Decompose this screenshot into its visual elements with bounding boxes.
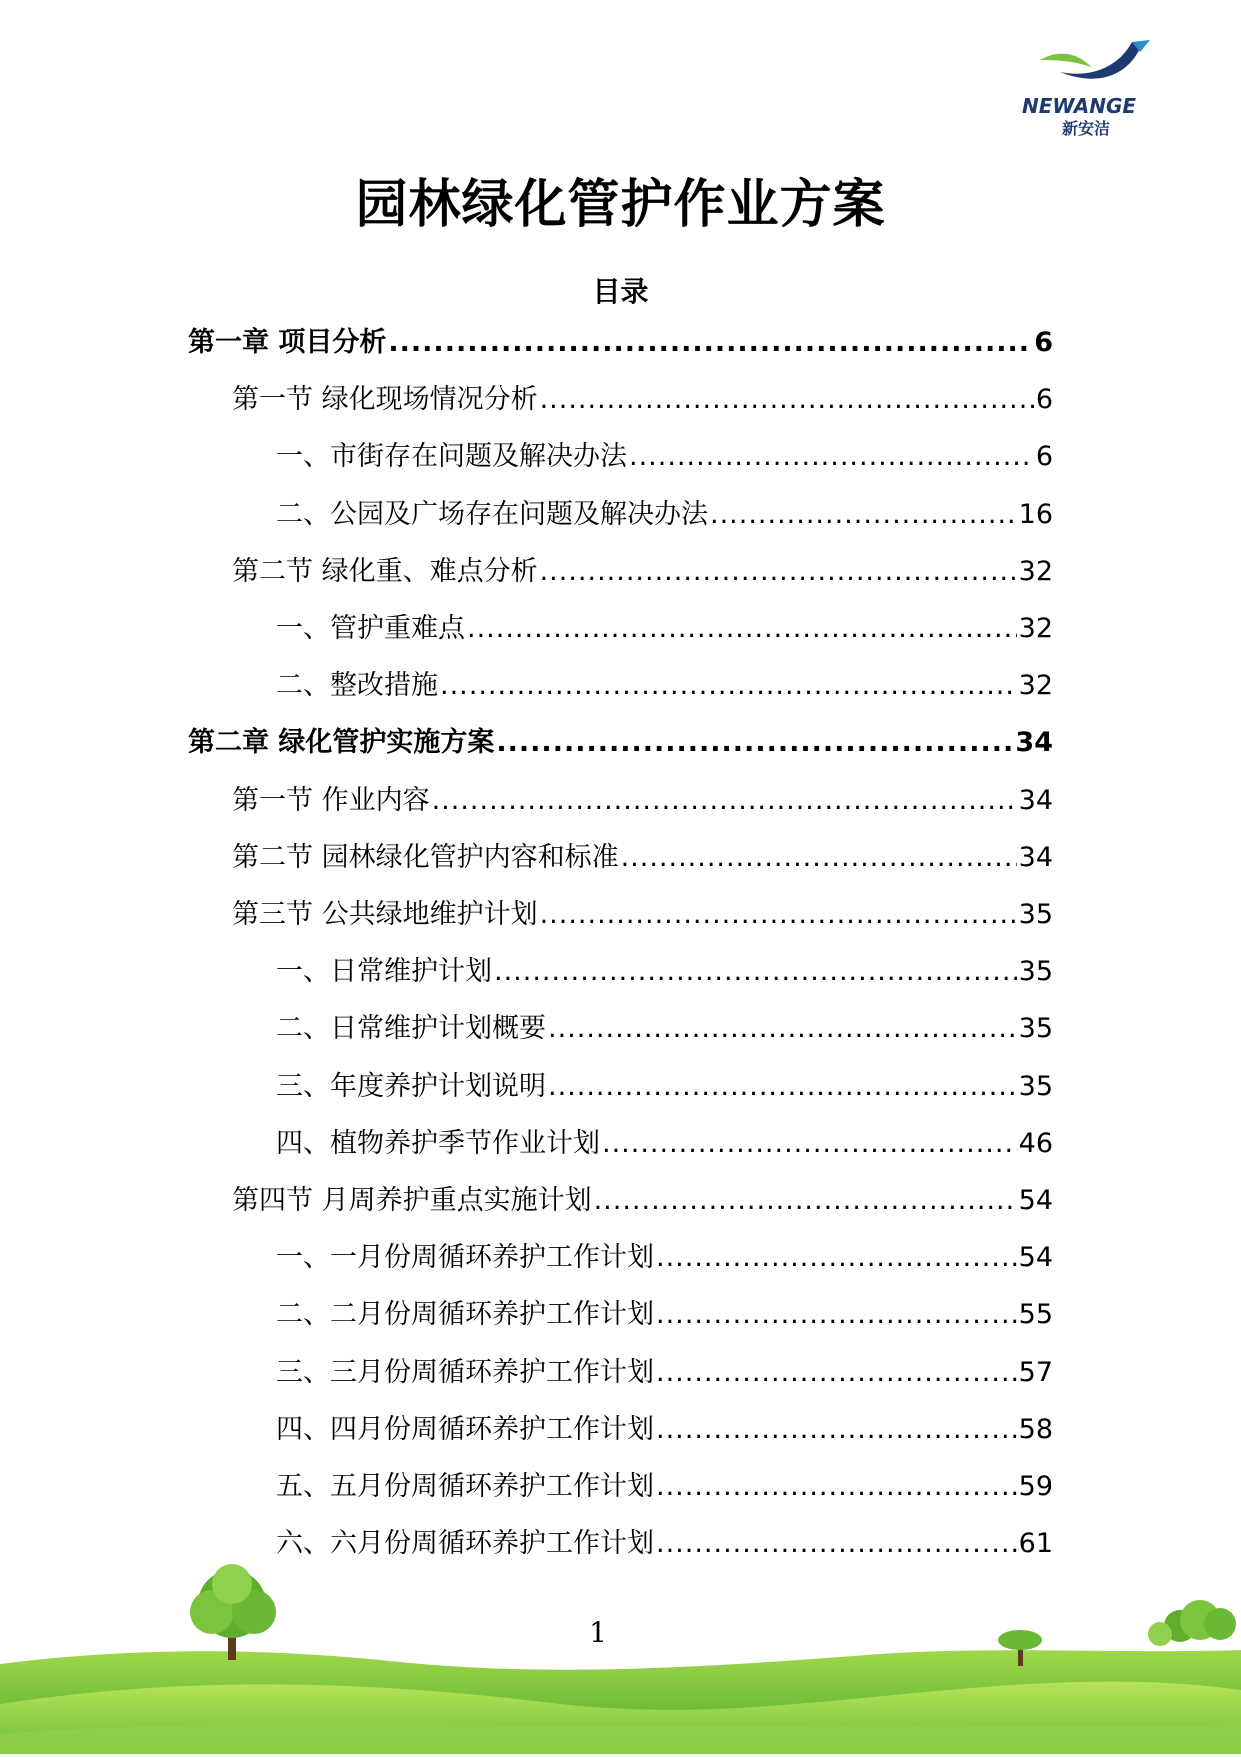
toc-entry-label: 五、五月份周循环养护工作计划 xyxy=(276,1471,654,1502)
toc-leader-dots xyxy=(540,556,1017,587)
toc-entry-page: 61 xyxy=(1018,1528,1053,1560)
toc-entry[interactable] xyxy=(276,1407,1053,1447)
toc-entry-page: 32 xyxy=(1018,670,1053,702)
toc-entry[interactable] xyxy=(188,720,1053,760)
toc-entry-label: 第一节 绿化现场情况分析 xyxy=(232,384,538,416)
toc-entry-label: 二、公园及广场存在问题及解决办法 xyxy=(276,498,708,530)
toc-entry-page: 16 xyxy=(1018,498,1053,530)
toc-entry-label: 第四节 月周养护重点实施计划 xyxy=(232,1185,592,1216)
toc-entry-page: 55 xyxy=(1018,1299,1053,1331)
company-logo xyxy=(1018,38,1168,138)
toc-entry[interactable] xyxy=(276,663,1053,703)
toc-leader-dots xyxy=(621,842,1017,873)
toc-entry[interactable] xyxy=(276,1064,1053,1104)
toc-entry-label: 第二节 绿化重、难点分析 xyxy=(232,555,538,587)
toc-entry[interactable] xyxy=(276,492,1053,532)
toc-entry-page: 54 xyxy=(1018,1185,1053,1216)
toc-entry-page: 54 xyxy=(1018,1242,1053,1274)
toc-leader-dots xyxy=(710,499,1017,530)
toc-entry-label: 第一章 项目分析 xyxy=(188,327,387,358)
toc-entry[interactable] xyxy=(232,835,1053,875)
toc-entry[interactable] xyxy=(276,1006,1053,1046)
toc-entry-page: 59 xyxy=(1018,1471,1053,1502)
toc-leader-dots xyxy=(602,1128,1017,1159)
toc-leader-dots xyxy=(594,1185,1017,1216)
toc-leader-dots xyxy=(548,1071,1017,1102)
toc-entry-page: 34 xyxy=(1015,727,1053,759)
toc-entry-label: 一、市街存在问题及解决办法 xyxy=(276,441,627,473)
toc-entry[interactable] xyxy=(276,1350,1053,1390)
toc-entry-page: 35 xyxy=(1018,899,1053,930)
logo-brand-chinese: 新安洁 xyxy=(1062,119,1111,138)
toc-entry[interactable] xyxy=(232,549,1053,589)
toc-leader-dots xyxy=(540,384,1034,415)
toc-entry[interactable] xyxy=(276,1235,1053,1275)
toc-entry[interactable] xyxy=(232,1178,1053,1218)
toc-leader-dots xyxy=(656,1242,1017,1273)
toc-entry-page: 6 xyxy=(1035,384,1053,416)
toc-heading: 目录 xyxy=(592,275,649,308)
toc-leader-dots xyxy=(388,327,1032,358)
logo-swoosh-icon xyxy=(1040,38,1160,96)
toc-leader-dots xyxy=(656,1414,1017,1445)
toc-entry-label: 一、日常维护计划 xyxy=(276,956,492,988)
toc-entry[interactable] xyxy=(232,892,1053,932)
toc-entry-label: 六、六月份周循环养护工作计划 xyxy=(276,1528,654,1560)
toc-entry-page: 6 xyxy=(1035,441,1053,473)
toc-entry[interactable] xyxy=(276,1292,1053,1332)
toc-entry-label: 第二章 绿化管护实施方案 xyxy=(188,727,495,759)
toc-entry[interactable] xyxy=(276,1121,1053,1161)
toc-leader-dots xyxy=(496,727,1013,758)
toc-entry-page: 32 xyxy=(1018,613,1053,644)
toc-entry-page: 34 xyxy=(1018,784,1053,816)
landscape-illustration xyxy=(0,1554,1241,1754)
page-number: 1 xyxy=(589,1616,607,1649)
toc-entry-label: 二、日常维护计划概要 xyxy=(276,1013,546,1045)
logo-brand-latin: NEWANGE xyxy=(1022,94,1137,118)
toc-entry-page: 57 xyxy=(1018,1356,1053,1388)
toc-entry[interactable] xyxy=(276,434,1053,474)
toc-entry-page: 32 xyxy=(1018,555,1053,587)
toc-entry[interactable] xyxy=(276,1464,1053,1504)
toc-entry-label: 一、管护重难点 xyxy=(276,613,465,644)
document-title: 园林绿化管护作业方案 xyxy=(355,175,886,235)
toc-entry[interactable] xyxy=(276,949,1053,989)
toc-entry-label: 四、植物养护季节作业计划 xyxy=(276,1127,600,1159)
toc-entry-label: 二、二月份周循环养护工作计划 xyxy=(276,1299,654,1331)
toc-entry[interactable] xyxy=(188,320,1053,360)
toc-entry[interactable] xyxy=(276,606,1053,646)
toc-leader-dots xyxy=(432,785,1017,816)
toc-entry[interactable] xyxy=(232,377,1053,417)
toc-entry-label: 二、整改措施 xyxy=(276,670,438,702)
toc-entry-label: 第二节 园林绿化管护内容和标准 xyxy=(232,841,619,873)
toc-entry-page: 35 xyxy=(1018,956,1053,988)
toc-entry-page: 35 xyxy=(1018,1013,1053,1045)
toc-leader-dots xyxy=(440,670,1017,701)
toc-leader-dots xyxy=(656,1357,1017,1388)
toc-leader-dots xyxy=(629,441,1034,472)
toc-entry-page: 58 xyxy=(1018,1413,1053,1445)
toc-leader-dots xyxy=(540,899,1017,930)
toc-entry[interactable] xyxy=(232,778,1053,818)
toc-entry-label: 三、年度养护计划说明 xyxy=(276,1070,546,1102)
toc-leader-dots xyxy=(548,1013,1017,1044)
toc-entry-label: 第一节 作业内容 xyxy=(232,784,430,816)
toc-entry-label: 三、三月份周循环养护工作计划 xyxy=(276,1356,654,1388)
toc-leader-dots xyxy=(467,613,1017,644)
toc-leader-dots xyxy=(494,956,1017,987)
toc-leader-dots xyxy=(656,1299,1017,1330)
toc-leader-dots xyxy=(656,1471,1017,1502)
toc-entry-page: 46 xyxy=(1018,1127,1053,1159)
toc-entry-label: 四、四月份周循环养护工作计划 xyxy=(276,1413,654,1445)
toc-entry-page: 35 xyxy=(1018,1070,1053,1102)
toc-entry-page: 34 xyxy=(1018,841,1053,873)
toc-entry-label: 一、一月份周循环养护工作计划 xyxy=(276,1242,654,1274)
toc-entry-label: 第三节 公共绿地维护计划 xyxy=(232,899,538,930)
toc-entry-page: 6 xyxy=(1034,327,1053,358)
